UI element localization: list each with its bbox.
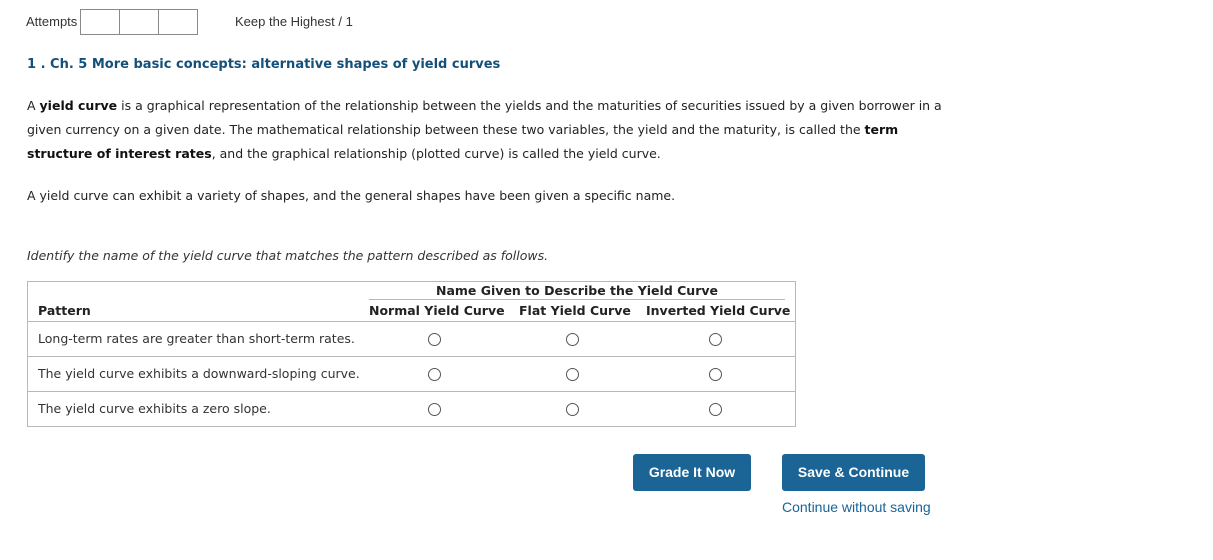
row-label: Long-term rates are greater than short-term rates. xyxy=(38,331,355,346)
continue-without-saving-link[interactable]: Continue without saving xyxy=(782,499,931,515)
attempt-indicator xyxy=(81,9,198,35)
intro-text-1: A xyxy=(27,98,40,113)
attempt-box xyxy=(158,9,198,35)
radio-normal[interactable] xyxy=(428,403,441,416)
radio-normal[interactable] xyxy=(428,368,441,381)
grade-it-now-button[interactable]: Grade It Now xyxy=(633,454,751,491)
attempt-box xyxy=(119,9,159,35)
shapes-paragraph: A yield curve can exhibit a variety of shapes, and the general shapes have been given a specific name. xyxy=(27,188,676,203)
pattern-table xyxy=(27,281,796,427)
intro-paragraph xyxy=(27,94,947,166)
column-header-normal: Normal Yield Curve xyxy=(369,303,505,318)
row-label: The yield curve exhibits a zero slope. xyxy=(38,401,271,416)
row-label: The yield curve exhibits a downward-sloping curve. xyxy=(38,366,360,381)
term-structure-term: term structure of interest rates xyxy=(27,122,899,161)
group-header-divider xyxy=(369,299,785,300)
radio-inverted[interactable] xyxy=(709,333,722,346)
attempts-label: Attempts xyxy=(26,14,78,29)
pattern-header: Pattern xyxy=(38,303,91,318)
question-title: 1 . Ch. 5 More basic concepts: alternative shapes of yield curves xyxy=(27,57,501,72)
table-row xyxy=(28,321,795,357)
group-header: Name Given to Describe the Yield Curve xyxy=(436,283,718,298)
radio-flat[interactable] xyxy=(566,403,579,416)
yield-curve-term: yield curve xyxy=(39,98,118,113)
instruction-text: Identify the name of the yield curve that matches the pattern described as follows. xyxy=(27,248,549,263)
radio-inverted[interactable] xyxy=(709,368,722,381)
keep-highest-label: Keep the Highest / 1 xyxy=(235,14,353,29)
save-and-continue-button[interactable]: Save & Continue xyxy=(782,454,925,491)
table-row xyxy=(28,391,795,427)
radio-flat[interactable] xyxy=(566,333,579,346)
table-row xyxy=(28,356,795,392)
radio-inverted[interactable] xyxy=(709,403,722,416)
radio-flat[interactable] xyxy=(566,368,579,381)
column-header-inverted: Inverted Yield Curve xyxy=(646,303,791,318)
attempt-box xyxy=(80,9,120,35)
radio-normal[interactable] xyxy=(428,333,441,346)
intro-text-3: , and the graphical relationship (plotted curve) is called the yield curve. xyxy=(211,146,661,161)
column-header-flat: Flat Yield Curve xyxy=(519,303,631,318)
intro-text-2: is a graphical representation of the relationship between the yields and the maturities of securities issued by a given borrower in a given currency on a given date. The mathematical relationship between these two variables, the yield and the maturity, is called the xyxy=(27,98,942,137)
